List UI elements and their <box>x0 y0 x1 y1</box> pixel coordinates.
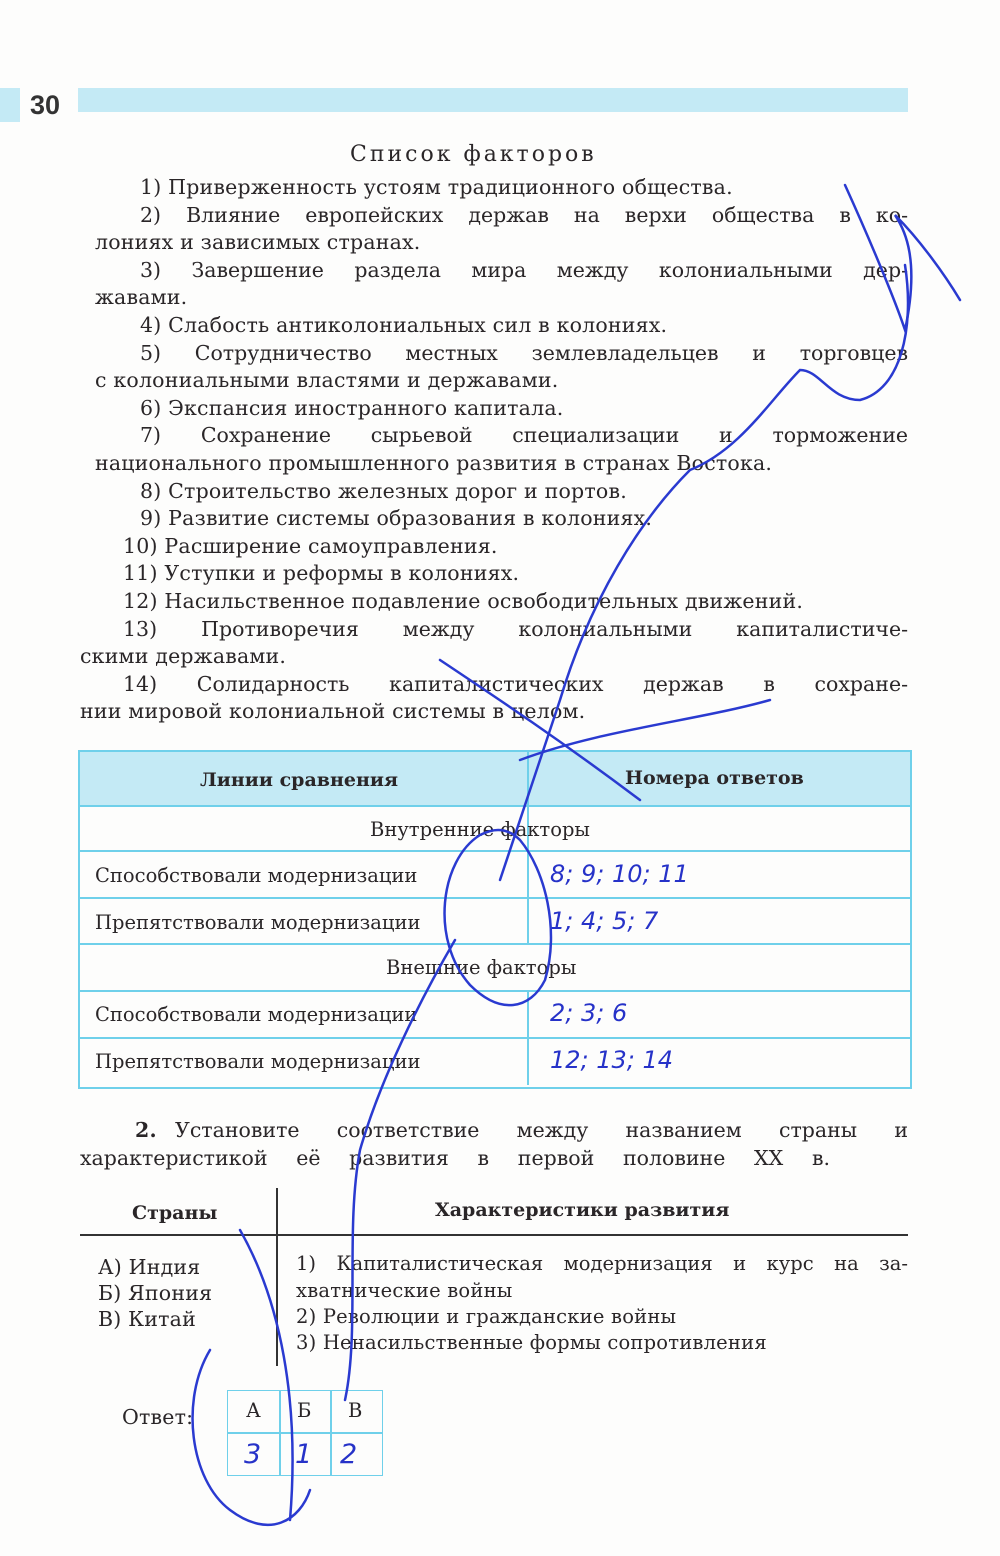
internal-factors-label: Внутренние факторы <box>370 818 590 841</box>
characteristic-item: 3) Ненасильственные формы сопротивления <box>296 1331 767 1354</box>
factor-line: лониях и зависимых странах. <box>95 230 421 255</box>
row-label: Препятствовали модернизации <box>95 1050 421 1073</box>
factor-line: 14) Солидарность капиталистических держав в сохране- <box>123 671 908 696</box>
characteristic-item: хватнические войны <box>296 1279 513 1302</box>
header-bar <box>78 88 908 112</box>
country-item: А) Индия <box>98 1255 201 1279</box>
answer-grid <box>227 1390 383 1476</box>
answer-field[interactable]: 12; 13; 14 <box>550 1046 674 1074</box>
comparison-table <box>78 750 912 1089</box>
external-factors-label: Внешние факторы <box>386 956 577 979</box>
scribble-stroke <box>193 1230 313 1525</box>
page-number: 30 <box>30 90 61 120</box>
factors-title: Список факторов <box>350 142 597 167</box>
factor-line: 7) Сохранение сырьевой специализации и торможение <box>140 423 908 448</box>
task-number: 2. <box>135 1118 157 1142</box>
characteristic-item: 2) Революции и гражданские войны <box>296 1305 677 1328</box>
characteristic-item: 1) Капиталистическая модернизация и курс на за- <box>296 1252 908 1275</box>
task-text-line: Установите соответствие между названием страны и <box>175 1118 908 1142</box>
divider <box>276 1188 278 1366</box>
factor-line: нии мировой колониальной системы в целом. <box>80 699 586 724</box>
factor-line: 6) Экспансия иностранного капитала. <box>140 395 564 420</box>
answer-label: Ответ: <box>122 1405 194 1429</box>
header-countries: Страны <box>132 1202 218 1224</box>
country-item: В) Китай <box>98 1307 196 1331</box>
factor-line: скими державами. <box>80 644 287 669</box>
factor-line: 4) Слабость антиколониальных сил в колониях. <box>140 313 668 337</box>
divider <box>80 1234 908 1236</box>
answer-field[interactable]: 8; 9; 10; 11 <box>550 860 689 888</box>
factor-line: 2) Влияние европейских держав на верхи общества в ко- <box>140 202 908 227</box>
answer-col-v: В <box>348 1399 363 1422</box>
factor-line: с колониальными властями и державами. <box>95 368 559 393</box>
factor-line: 9) Развитие системы образования в колониях. <box>140 506 653 531</box>
answer-value-a[interactable]: 3 <box>244 1439 262 1470</box>
header-comparison-lines: Линии сравнения <box>200 769 398 791</box>
header-characteristics: Характеристики развития <box>435 1199 730 1221</box>
answer-field[interactable]: 1; 4; 5; 7 <box>550 907 659 935</box>
header-answer-numbers: Номера ответов <box>625 767 804 789</box>
factor-line: 8) Строительство железных дорог и портов. <box>140 478 627 503</box>
factor-line: 10) Расширение самоуправления. <box>123 533 498 558</box>
row-label: Способствовали модернизации <box>95 864 418 887</box>
factor-line: 5) Сотрудничество местных землевладельцев и торговцев <box>140 340 908 365</box>
factor-line: 3) Завершение раздела мира между колониальными дер- <box>140 257 908 282</box>
factor-line: 13) Противоречия между колониальными капиталистиче- <box>123 616 908 641</box>
header-strip-left <box>0 88 20 122</box>
factor-line: 1) Приверженность устоям традиционного общества. <box>140 175 733 199</box>
factor-line: 12) Насильственное подавление освободительных движений. <box>123 589 804 613</box>
row-label: Препятствовали модернизации <box>95 911 421 934</box>
answer-col-a: А <box>246 1399 261 1422</box>
country-item: Б) Япония <box>98 1281 213 1305</box>
row-label: Способствовали модернизации <box>95 1003 418 1026</box>
answer-value-b[interactable]: 1 <box>295 1439 313 1470</box>
answer-value-v[interactable]: 2 <box>340 1439 358 1470</box>
factor-line: национального промышленного развития в странах Востока. <box>95 451 773 475</box>
factor-line: жавами. <box>95 285 188 310</box>
answer-field[interactable]: 2; 3; 6 <box>550 999 628 1027</box>
answer-col-b: Б <box>297 1399 312 1422</box>
task-text-line: характеристикой её развития в первой половине XX в. <box>80 1146 830 1170</box>
factor-line: 11) Уступки и реформы в колониях. <box>123 561 520 586</box>
